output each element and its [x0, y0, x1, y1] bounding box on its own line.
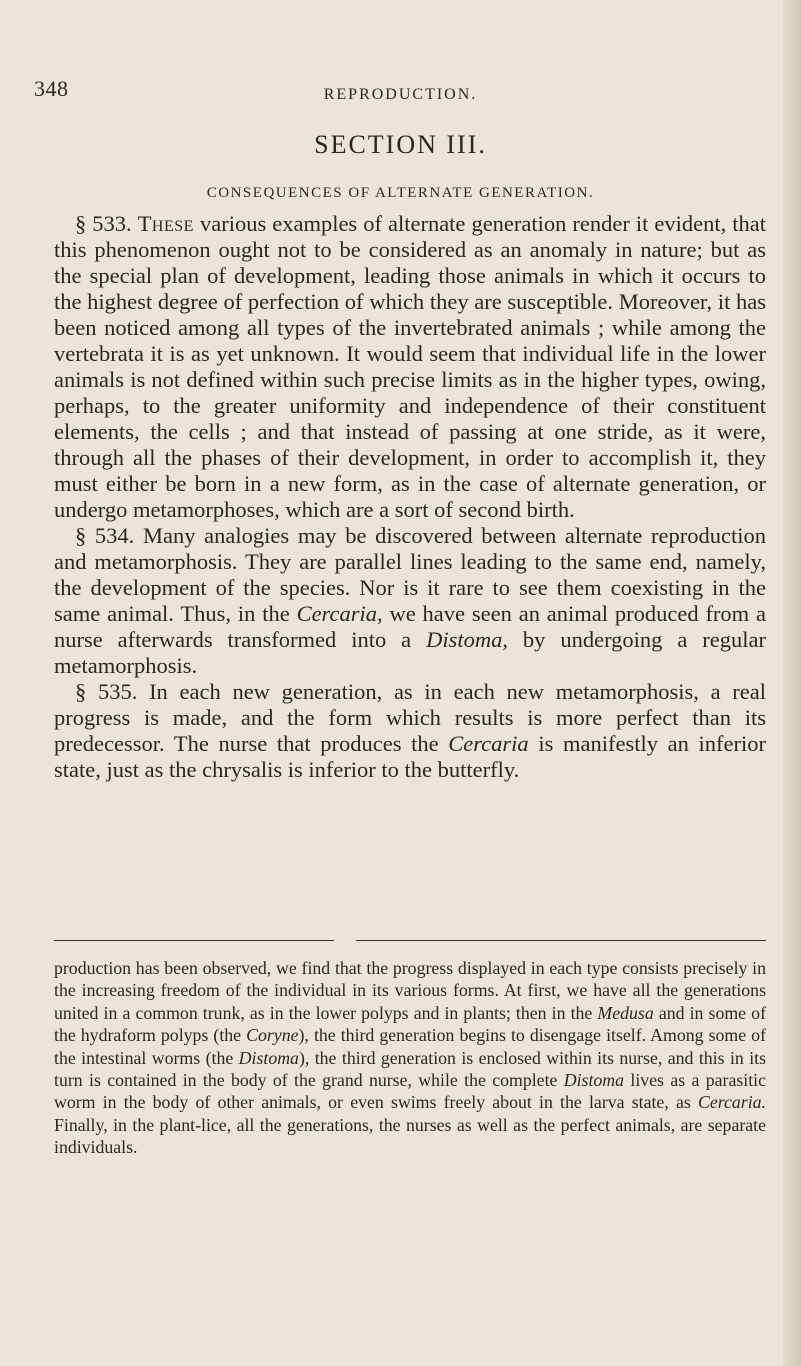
- italic-term: Distoma,: [426, 627, 508, 652]
- footnote-text-part: ), the third generation begins to disengage itself. Among some of the intestinal worms (the: [54, 1025, 766, 1068]
- lead-word: These: [137, 211, 194, 236]
- italic-term: Distoma: [563, 1070, 625, 1091]
- footnote-text-part: ), the third generation is enclosed within its nurse, and this in its turn is contained in the body of the grand nurse, while the complete: [54, 1047, 767, 1091]
- section-title: SECTION III.: [314, 130, 487, 159]
- italic-term: Cercaria: [448, 731, 529, 756]
- footnote-text-part: lives as a parasitic worm in the body of other animals, or even swims freely about in the larva state, as: [54, 1070, 766, 1113]
- paragraph-533: [54, 211, 766, 523]
- section-subtitle: CONSEQUENCES OF ALTERNATE GENERATION.: [206, 185, 595, 201]
- paragraph-534: [54, 523, 766, 679]
- footnote-text: [54, 957, 766, 1159]
- section-number: § 534.: [75, 523, 135, 548]
- running-head: REPRODUCTION.: [323, 86, 478, 103]
- paragraph-text: we have seen an animal produced from a nurse afterwards transformed into a: [54, 601, 767, 652]
- footnote-rule: [54, 940, 766, 941]
- italic-term: Medusa: [597, 1002, 654, 1023]
- footnote-text-part: Finally, in the plant-lice, all the generations, the nurses as well as the perfect animals, are separate individuals.: [54, 1114, 766, 1158]
- footnote-text-part: and in some of the hydraform polyps (the: [54, 1002, 766, 1046]
- rule-gap: [334, 940, 356, 941]
- paragraph-text: In each new generation, as in each new metamorphosis, a real progress is made, and the form which results is more perfect than its predecessor. The nurse that produces the: [54, 679, 766, 756]
- page-number: 348: [34, 76, 69, 101]
- italic-term: Coryne: [246, 1025, 299, 1046]
- paragraph-text: is manifestly an inferior state, just as the chrysalis is inferior to the butterfly.: [54, 731, 766, 782]
- italic-term: Distoma: [238, 1047, 299, 1068]
- footnote-text-part: production has been observed, we find that the progress displayed in each type consists precisely in the increasing freedom of the individual in its various forms. At first, we have all the generations united in a common trunk, as in the lower polyps and in plants; then in the: [54, 958, 766, 1023]
- paragraph-535: [54, 679, 766, 783]
- italic-term: Cercaria.: [698, 1092, 767, 1113]
- section-number: § 533.: [75, 211, 132, 236]
- body-text: [54, 211, 766, 783]
- footnote: [54, 957, 766, 1159]
- page-edge: [783, 0, 801, 1366]
- italic-term: Cercaria,: [296, 601, 383, 626]
- paragraph-text: by undergoing a regular metamorphosis.: [54, 627, 766, 678]
- paragraph-text: various examples of alternate generation render it evident, that this phenomenon ought not to be considered as an anomaly in nature; but as the special plan of development, leading those animals in which it occurs to the highest degree of perfection of which they are susceptible. Moreover, it has been noticed among all types of the invertebrated animals ; while among the vertebrata it is as yet unknown. It would seem that individual life in the lower animals is not defined within such precise limits as in the higher types, owing, perhaps, to the greater uniformity and independence of their constituent elements, the cells ; and that instead of passing at one stride, as it were, through all the phases of their development, in order to accomplish it, they must either be born in a new form, as in the case of alternate generation, or undergo metamorphoses, which are a sort of second birth.: [54, 211, 767, 522]
- paragraph-text: Many analogies may be discovered between alternate reproduction and metamorphosis. They are parallel lines leading to the same end, namely, the development of the species. Nor is it rare to see them coexisting in the same animal. Thus, in the: [54, 523, 767, 626]
- section-number: § 535.: [75, 679, 138, 704]
